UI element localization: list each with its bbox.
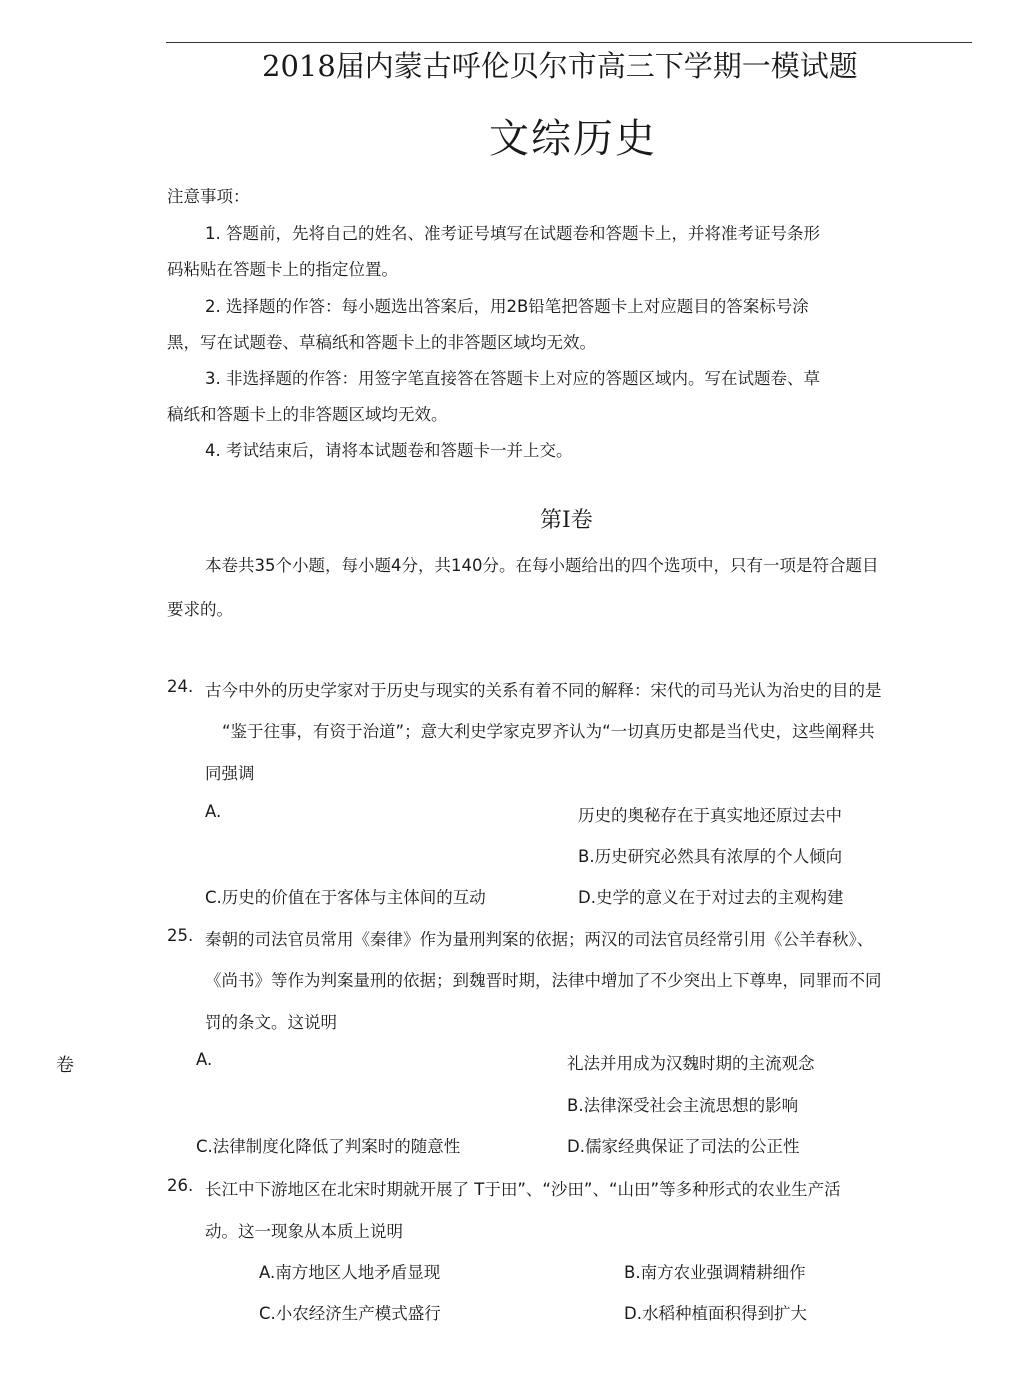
question-26-number: 26. [167, 1176, 194, 1195]
question-24-option-c: C.历史的价值在于客体与主体间的互动 [205, 888, 486, 907]
question-24-option-d: D.史学的意义在于对过去的主观构建 [578, 888, 844, 907]
question-26-option-c: C.小农经济生产模式盛行 [259, 1304, 441, 1323]
question-24-option-b: B.历史研究必然具有浓厚的个人倾向 [578, 847, 843, 866]
paper-subtitle: 文综历史 [489, 116, 657, 162]
question-25-option-c: C.法律制度化降低了判案时的随意性 [196, 1137, 461, 1156]
question-26-option-b: B.南方农业强调精耕细作 [624, 1263, 806, 1282]
notice-item-3-line-2: 稿纸和答题卡上的非答题区域均无效。 [167, 405, 448, 424]
question-24-line-1: 古今中外的历史学家对于历史与现实的关系有着不同的解释：宋代的司马光认为治史的目的是 [205, 681, 882, 700]
notice-item-3-line-1: 3. 非选择题的作答：用签字笔直接答在答题卡上对应的答题区域内。写在试题卷、草 [205, 369, 820, 388]
notice-item-4: 4. 考试结束后，请将本试题卷和答题卡一并上交。 [205, 441, 573, 460]
question-24-option-a-label: A. [205, 802, 222, 821]
notice-heading: 注意事项： [167, 187, 250, 206]
notice-item-2-line-2: 黑，写在试题卷、草稿纸和答题卡上的非答题区域均无效。 [167, 333, 596, 352]
question-24-option-a-text: 历史的奥秘存在于真实地还原过去中 [578, 806, 842, 825]
question-25-line-1: 秦朝的司法官员常用《秦律》作为量刑判案的依据；两汉的司法官员经常引用《公羊春秋》、 [205, 930, 874, 949]
question-25-line-2: 《尚书》等作为判案量刑的依据；到魏晋时期，法律中增加了不少突出上下尊卑，同罪而不同 [205, 971, 882, 990]
question-25-option-d: D.儒家经典保证了司法的公正性 [567, 1137, 800, 1156]
question-25-option-a-label: A. [196, 1050, 213, 1069]
question-26-option-a: A.南方地区人地矛盾显现 [259, 1263, 441, 1282]
question-24-number: 24. [167, 677, 194, 696]
question-26-line-2: 动。这一现象从本质上说明 [205, 1222, 403, 1241]
binding-margin-mark: 卷 [53, 1055, 74, 1073]
question-26-line-1: 长江中下游地区在北宋时期就开展了 T于田”、“沙田”、“山田”等多种形式的农业生产活 [205, 1180, 841, 1199]
question-25-number: 25. [167, 926, 194, 945]
notice-item-1-line-2: 码粘贴在答题卡上的指定位置。 [167, 260, 398, 279]
question-25-option-b: B.法律深受社会主流思想的影响 [567, 1096, 799, 1115]
question-25-line-3: 罚的条文。这说明 [205, 1013, 337, 1032]
question-26-option-d: D.水稻种植面积得到扩大 [624, 1304, 807, 1323]
section-intro-line-2: 要求的。 [167, 600, 233, 619]
top-rule [166, 42, 972, 43]
section-intro-line-1: 本卷共35个小题，每小题4分，共140分。在每小题给出的四个选项中，只有一项是符合题目 [205, 556, 879, 575]
notice-item-2-line-1: 2. 选择题的作答：每小题选出答案后，用2B铅笔把答题卡上对应题目的答案标号涂 [205, 297, 809, 316]
question-24-line-2: “鉴于往事，有资于治道”；意大利史学家克罗齐认为“一切真历史都是当代史，这些阐释共 [222, 722, 875, 741]
question-25-option-a-text: 礼法并用成为汉魏时期的主流观念 [567, 1054, 815, 1073]
section-title: 第I卷 [540, 508, 593, 533]
notice-item-1-line-1: 1. 答题前，先将自己的姓名、准考证号填写在试题卷和答题卡上，并将准考证号条形 [205, 224, 820, 243]
question-24-line-3: 同强调 [205, 764, 255, 783]
paper-title: 2018届内蒙古呼伦贝尔市高三下学期一模试题 [262, 49, 858, 83]
